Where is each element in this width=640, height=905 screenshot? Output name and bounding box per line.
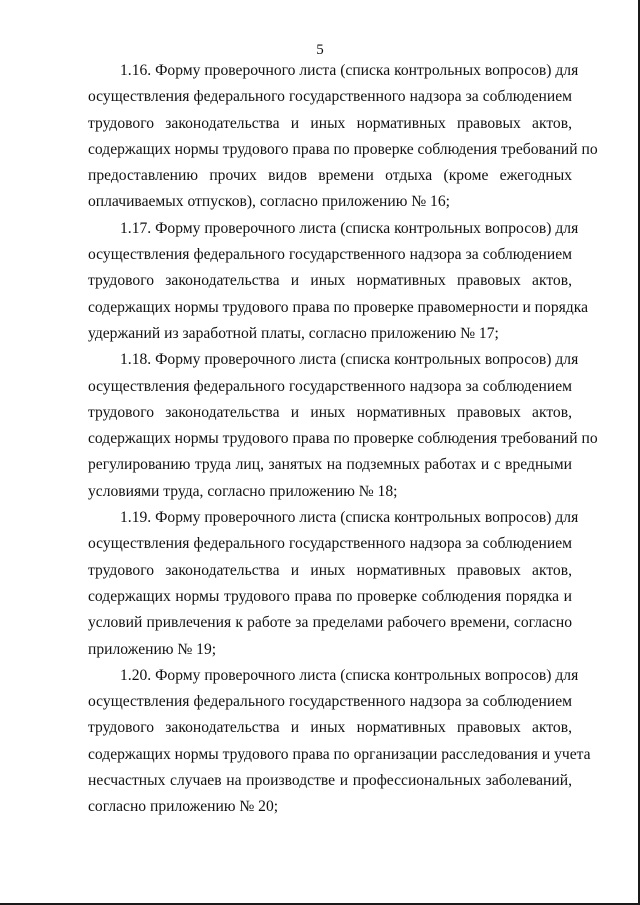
clause-1-19 [88,505,579,663]
text-line: содержащих нормы трудового права по организации расследования и учета [88,745,591,763]
clause-1-20 [88,663,591,821]
text-line: осуществления федерального государственного надзора за соблюдением [88,246,572,264]
text-line: осуществления федерального государственного надзора за соблюдением [88,535,572,553]
text-line: согласно приложению № 20; [88,798,279,816]
text-line: 1.20. Форму проверочного листа (списка контрольных вопросов) для [120,666,579,684]
text-line: удержаний из заработной платы, согласно приложению № 17; [88,324,499,342]
document-body [88,58,598,821]
text-line: содержащих нормы трудового права по проверке правомерности и порядка [88,298,588,316]
text-line: условиями труда, согласно приложению № 18; [88,482,398,500]
text-line: 1.19. Форму проверочного листа (списка контрольных вопросов) для [120,509,579,527]
clause-1-16 [88,58,598,216]
text-line: 1.16. Форму проверочного листа (списка контрольных вопросов) для [120,62,579,79]
text-line: предоставлению прочих видов времени отдыха (кроме ежегодных [88,167,572,185]
text-line: содержащих нормы трудового права по проверке соблюдения требований по [88,140,598,158]
text-line: 1.17. Форму проверочного листа (списка контрольных вопросов) для [120,219,579,237]
text-line: оплачиваемых отпусков), согласно приложению № 16; [88,193,450,211]
text-line: содержащих нормы трудового права по проверке соблюдения требований по [88,430,598,448]
text-line: осуществления федерального государственного надзора за соблюдением [88,377,572,395]
page-number: 5 [316,42,324,58]
text-line: условий привлечения к работе за пределами рабочего времени, согласно [88,614,572,632]
text-line: приложению № 19; [88,640,217,658]
clause-1-17 [88,216,588,347]
text-line: 1.18. Форму проверочного листа (списка контрольных вопросов) для [120,351,579,369]
text-line: трудового законодательства и иных нормативных правовых актов, [88,403,572,421]
text-line: трудового законодательства и иных нормативных правовых актов, [88,272,572,290]
clause-1-18 [88,347,598,505]
text-line: трудового законодательства и иных нормативных правовых актов, [88,114,572,132]
text-line: трудового законодательства и иных нормативных правовых актов, [88,561,572,579]
text-line: осуществления федерального государственного надзора за соблюдением [88,693,572,711]
text-line: осуществления федерального государственного надзора за соблюдением [88,88,572,106]
text-line: несчастных случаев на производстве и профессиональных заболеваний, [88,772,572,790]
text-line: трудового законодательства и иных нормативных правовых актов, [88,719,572,737]
text-line: регулированию труда лиц, занятых на подземных работах и с вредными [88,456,572,474]
text-line: содержащих нормы трудового права по проверке соблюдения порядка и [88,587,572,605]
